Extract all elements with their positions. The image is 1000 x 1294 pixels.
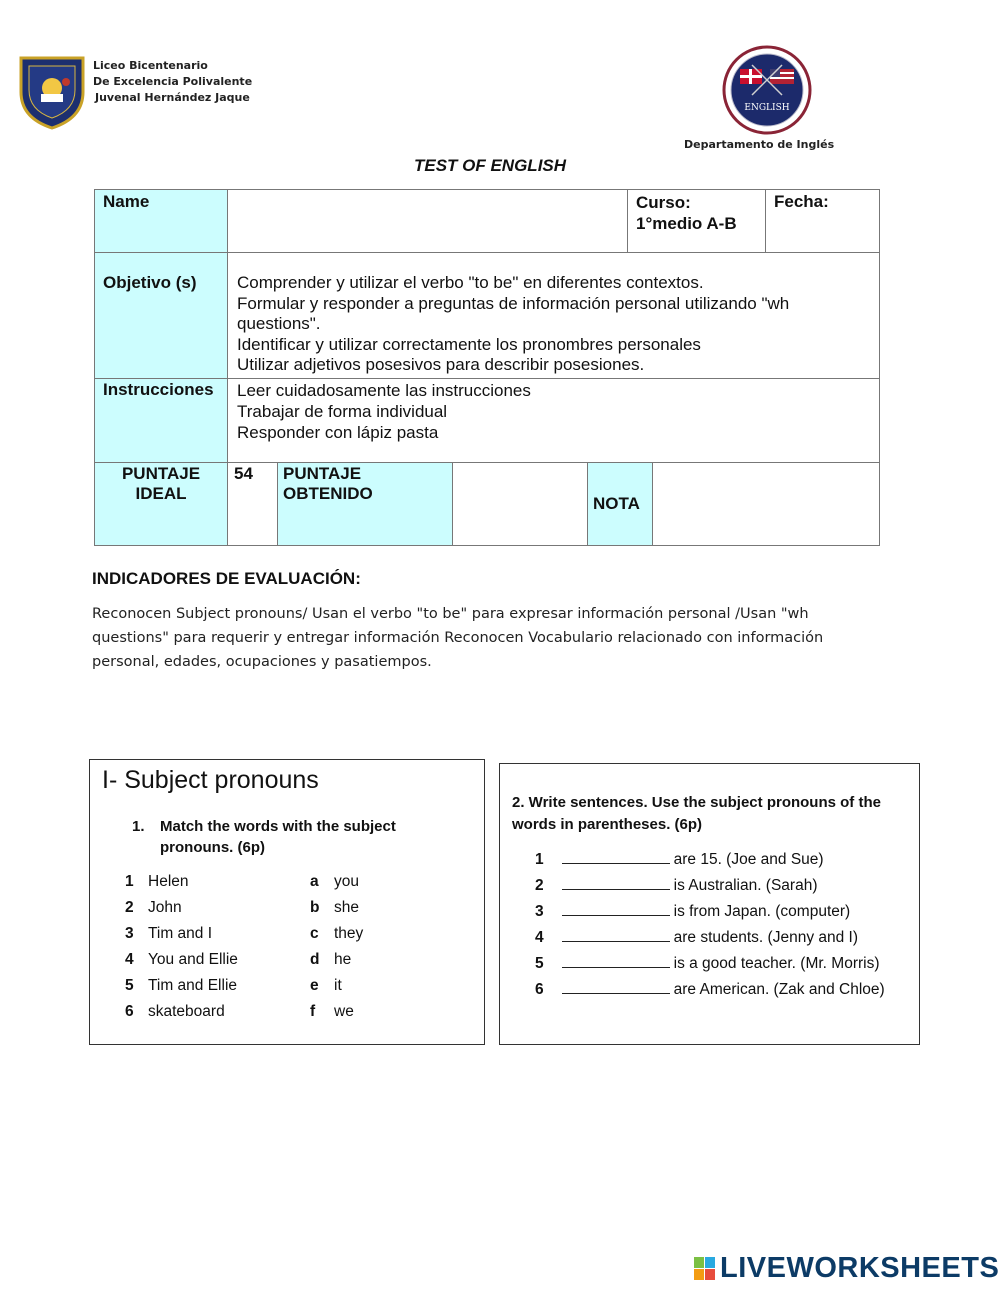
nota-field[interactable] bbox=[653, 463, 880, 546]
item-number: 5 bbox=[125, 977, 134, 994]
school-name-line-1: Liceo Bicentenario bbox=[93, 59, 208, 72]
school-name bbox=[93, 58, 252, 106]
school-name-line-3: Juvenal Hernández Jaque bbox=[95, 91, 250, 104]
name-label-cell bbox=[95, 190, 228, 253]
item-text: skateboard bbox=[148, 1003, 225, 1020]
item-number: 4 bbox=[125, 951, 134, 968]
puntaje-obtenido-label-cell bbox=[278, 463, 453, 546]
fecha-label: Fecha: bbox=[774, 192, 829, 211]
answer-blank[interactable] bbox=[562, 953, 670, 968]
sentence-text: are American. (Zak and Chloe) bbox=[673, 981, 885, 998]
instruccion-line: Responder con lápiz pasta bbox=[237, 423, 439, 442]
item-number: 6 bbox=[125, 1003, 134, 1020]
match-question bbox=[132, 816, 460, 858]
item-text: Helen bbox=[148, 873, 189, 890]
objetivo-label: Objetivo (s) bbox=[103, 273, 197, 292]
item-letter: a bbox=[310, 873, 319, 890]
write-sentences-section bbox=[499, 763, 920, 1045]
item-letter: d bbox=[310, 951, 320, 968]
answer-blank[interactable] bbox=[562, 901, 670, 916]
item-text: we bbox=[334, 1003, 354, 1020]
answer-blank[interactable] bbox=[562, 927, 670, 942]
instruccion-line: Leer cuidadosamente las instrucciones bbox=[237, 381, 531, 400]
item-number: 3 bbox=[125, 925, 134, 942]
sentence-text: are 15. (Joe and Sue) bbox=[673, 851, 824, 868]
item-text: John bbox=[148, 899, 182, 916]
puntaje-ideal-value: 54 bbox=[228, 463, 278, 546]
nota-label-cell bbox=[588, 463, 653, 546]
fecha-cell[interactable] bbox=[766, 190, 880, 253]
answer-blank[interactable] bbox=[562, 875, 670, 890]
school-name-line-2: De Excelencia Polivalente bbox=[93, 75, 253, 88]
item-number: 2 bbox=[125, 899, 134, 916]
objetivo-line: Utilizar adjetivos posesivos para describir posesiones. bbox=[237, 355, 645, 374]
department-name: Departamento de Inglés bbox=[684, 138, 835, 151]
objetivos-cell bbox=[228, 253, 880, 379]
liveworksheets-badge-icon bbox=[694, 1257, 716, 1281]
sentence-row bbox=[535, 979, 885, 999]
item-letter: e bbox=[310, 977, 319, 994]
school-crest-logo bbox=[17, 52, 87, 130]
item-text: it bbox=[334, 977, 342, 994]
puntaje-obtenido-label: PUNTAJE OBTENIDO bbox=[283, 464, 373, 503]
objetivo-label-cell bbox=[95, 253, 228, 379]
sentence-row bbox=[535, 849, 824, 869]
page-title: TEST OF ENGLISH bbox=[413, 156, 567, 175]
item-letter: b bbox=[310, 899, 320, 916]
curso-label: Curso: bbox=[636, 193, 691, 212]
indicadores-title: INDICADORES DE EVALUACIÓN: bbox=[92, 569, 361, 588]
sentence-row bbox=[535, 875, 818, 895]
puntaje-ideal-label-cell bbox=[95, 463, 228, 546]
sentence-text: is from Japan. (computer) bbox=[673, 903, 851, 920]
item-text: you bbox=[334, 873, 359, 890]
objetivo-line: Formular y responder a preguntas de información personal utilizando "wh questions". bbox=[237, 293, 790, 333]
puntaje-obtenido-field[interactable] bbox=[453, 463, 588, 546]
curso-value: 1°medio A-B bbox=[636, 214, 737, 233]
instrucciones-label: Instrucciones bbox=[103, 380, 214, 399]
question-text: Match the words with the subject pronouns. (6p) bbox=[160, 818, 396, 856]
puntaje-ideal-label: PUNTAJE IDEAL bbox=[121, 464, 201, 503]
instrucciones-label-cell bbox=[95, 379, 228, 463]
section-title: I- Subject pronouns bbox=[102, 766, 319, 794]
item-letter: f bbox=[310, 1003, 316, 1020]
item-text: they bbox=[334, 925, 364, 942]
sentence-row bbox=[535, 927, 858, 947]
instrucciones-cell bbox=[228, 379, 880, 463]
curso-cell bbox=[628, 190, 766, 253]
sentence-row bbox=[535, 901, 850, 921]
item-text: she bbox=[334, 899, 359, 916]
item-letter: c bbox=[310, 925, 319, 942]
info-table bbox=[94, 189, 880, 546]
item-text: Tim and Ellie bbox=[148, 977, 238, 994]
sentence-text: is a good teacher. (Mr. Morris) bbox=[673, 955, 880, 972]
item-text: You and Ellie bbox=[148, 951, 238, 968]
sentence-text: are students. (Jenny and I) bbox=[673, 929, 859, 946]
item-text: Tim and I bbox=[148, 925, 213, 942]
answer-blank[interactable] bbox=[562, 849, 670, 864]
objetivo-line: Comprender y utilizar el verbo "to be" en diferentes contextos. bbox=[237, 273, 704, 292]
sentences-question: 2. Write sentences. Use the subject pronouns of the words in parentheses. (6p) bbox=[512, 794, 881, 833]
sentence-number: 6 bbox=[535, 981, 544, 998]
english-emblem-text: ENGLISH bbox=[744, 103, 790, 113]
sentence-number: 2 bbox=[535, 877, 544, 894]
nota-label: NOTA bbox=[593, 494, 640, 513]
subject-pronouns-section bbox=[89, 759, 485, 1045]
instruccion-line: Trabajar de forma individual bbox=[237, 402, 448, 421]
answer-blank[interactable] bbox=[562, 979, 670, 994]
item-number: 1 bbox=[125, 873, 134, 890]
sentence-number: 1 bbox=[535, 851, 544, 868]
indicadores-text: Reconocen Subject pronouns/ Usan el verbo "to be" para expresar información personal /Usan "wh questions" para requerir y entregar información Reconocen Vocabulario relacionado con información personal, edades, ocupaciones y pasatiempos. bbox=[92, 606, 824, 670]
question-number: 1. bbox=[132, 818, 145, 835]
sentence-row bbox=[535, 953, 880, 973]
objetivo-line: Identificar y utilizar correctamente los pronombres personales bbox=[237, 334, 701, 354]
name-field[interactable] bbox=[228, 190, 628, 253]
sentence-number: 5 bbox=[535, 955, 544, 972]
liveworksheets-brand: LIVEWORKSHEETS bbox=[720, 1252, 1000, 1284]
sentence-text: is Australian. (Sarah) bbox=[673, 877, 818, 894]
sentence-number: 3 bbox=[535, 903, 544, 920]
item-text: he bbox=[334, 951, 352, 968]
sentence-number: 4 bbox=[535, 929, 544, 946]
english-department-emblem bbox=[722, 45, 812, 135]
name-label: Name bbox=[103, 192, 150, 211]
